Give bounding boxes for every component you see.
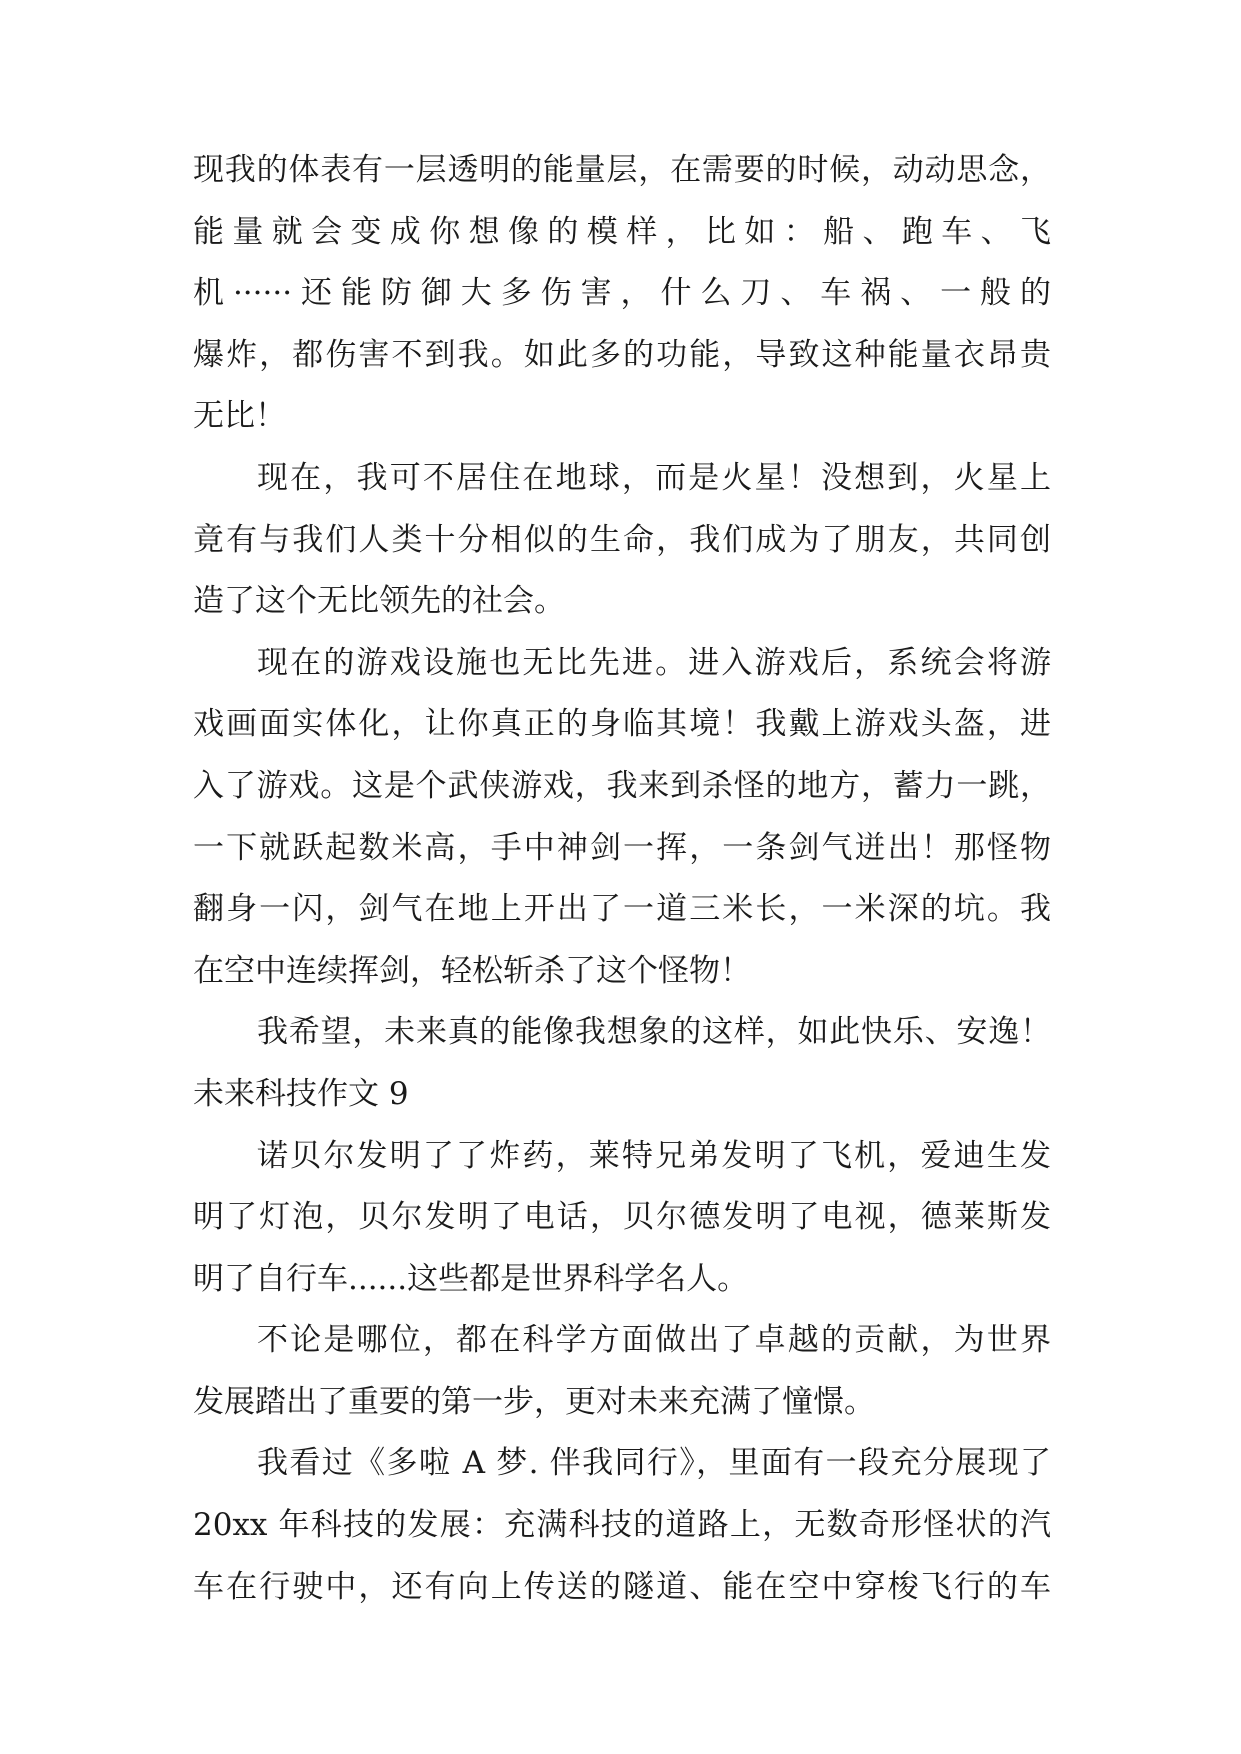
text-line: 现我的体表有一层透明的能量层，在需要的时候，动动思念， <box>193 152 1051 188</box>
text-line: 不论是哪位，都在科学方面做出了卓越的贡献，为世界 <box>257 1322 1051 1359</box>
section-heading: 未来科技作文 9 <box>193 1075 409 1112</box>
text-line: 在空中连续挥剑，轻松斩杀了这个怪物！ <box>193 952 751 989</box>
text-line: 明了灯泡，贝尔发明了电话，贝尔德发明了电视，德莱斯发 <box>193 1199 1051 1236</box>
text-line: 我看过《多啦 A 梦. 伴我同行》，里面有一段充分展现了 <box>257 1445 1051 1482</box>
text-line: 诺贝尔发明了了炸药，莱特兄弟发明了飞机，爱迪生发 <box>257 1137 1051 1174</box>
text-line: 造了这个无比领先的社会。 <box>193 583 565 620</box>
text-line: 入了游戏。这是个武侠游戏，我来到杀怪的地方，蓄力一跳， <box>193 767 1051 804</box>
text-line: 我希望，未来真的能像我想象的这样，如此快乐、安逸！ <box>257 1014 1051 1051</box>
text-line: 发展踏出了重要的第一步，更对未来充满了憧憬。 <box>193 1383 875 1420</box>
text-line: 戏画面实体化，让你真正的身临其境！我戴上游戏头盔，进 <box>193 706 1051 743</box>
text-line: 现在，我可不居住在地球，而是火星！没想到，火星上 <box>257 459 1051 496</box>
text-line: 20xx 年科技的发展：充满科技的道路上，无数奇形怪状的汽 <box>193 1507 1051 1544</box>
text-line: 一下就跃起数米高，手中神剑一挥，一条剑气迸出！那怪物 <box>193 829 1051 866</box>
text-line: 能量就会变成你想像的模样，比如：船、跑车、飞 <box>193 213 1051 250</box>
text-line: 无比！ <box>193 398 286 435</box>
text-line: 机······还能防御大多伤害，什么刀、车祸、一般的 <box>193 275 1051 312</box>
text-line: 爆炸，都伤害不到我。如此多的功能，导致这种能量衣昂贵 <box>193 336 1051 373</box>
text-line: 现在的游戏设施也无比先进。进入游戏后，系统会将游 <box>257 644 1051 681</box>
text-line: 竟有与我们人类十分相似的生命，我们成为了朋友，共同创 <box>193 521 1051 558</box>
text-line: 明了自行车......这些都是世界科学名人。 <box>193 1260 749 1297</box>
document-page <box>193 140 1051 1618</box>
text-line: 翻身一闪，剑气在地上开出了一道三米长，一米深的坑。我 <box>193 891 1051 928</box>
text-line: 车在行驶中，还有向上传送的隧道、能在空中穿梭飞行的车 <box>193 1568 1051 1605</box>
